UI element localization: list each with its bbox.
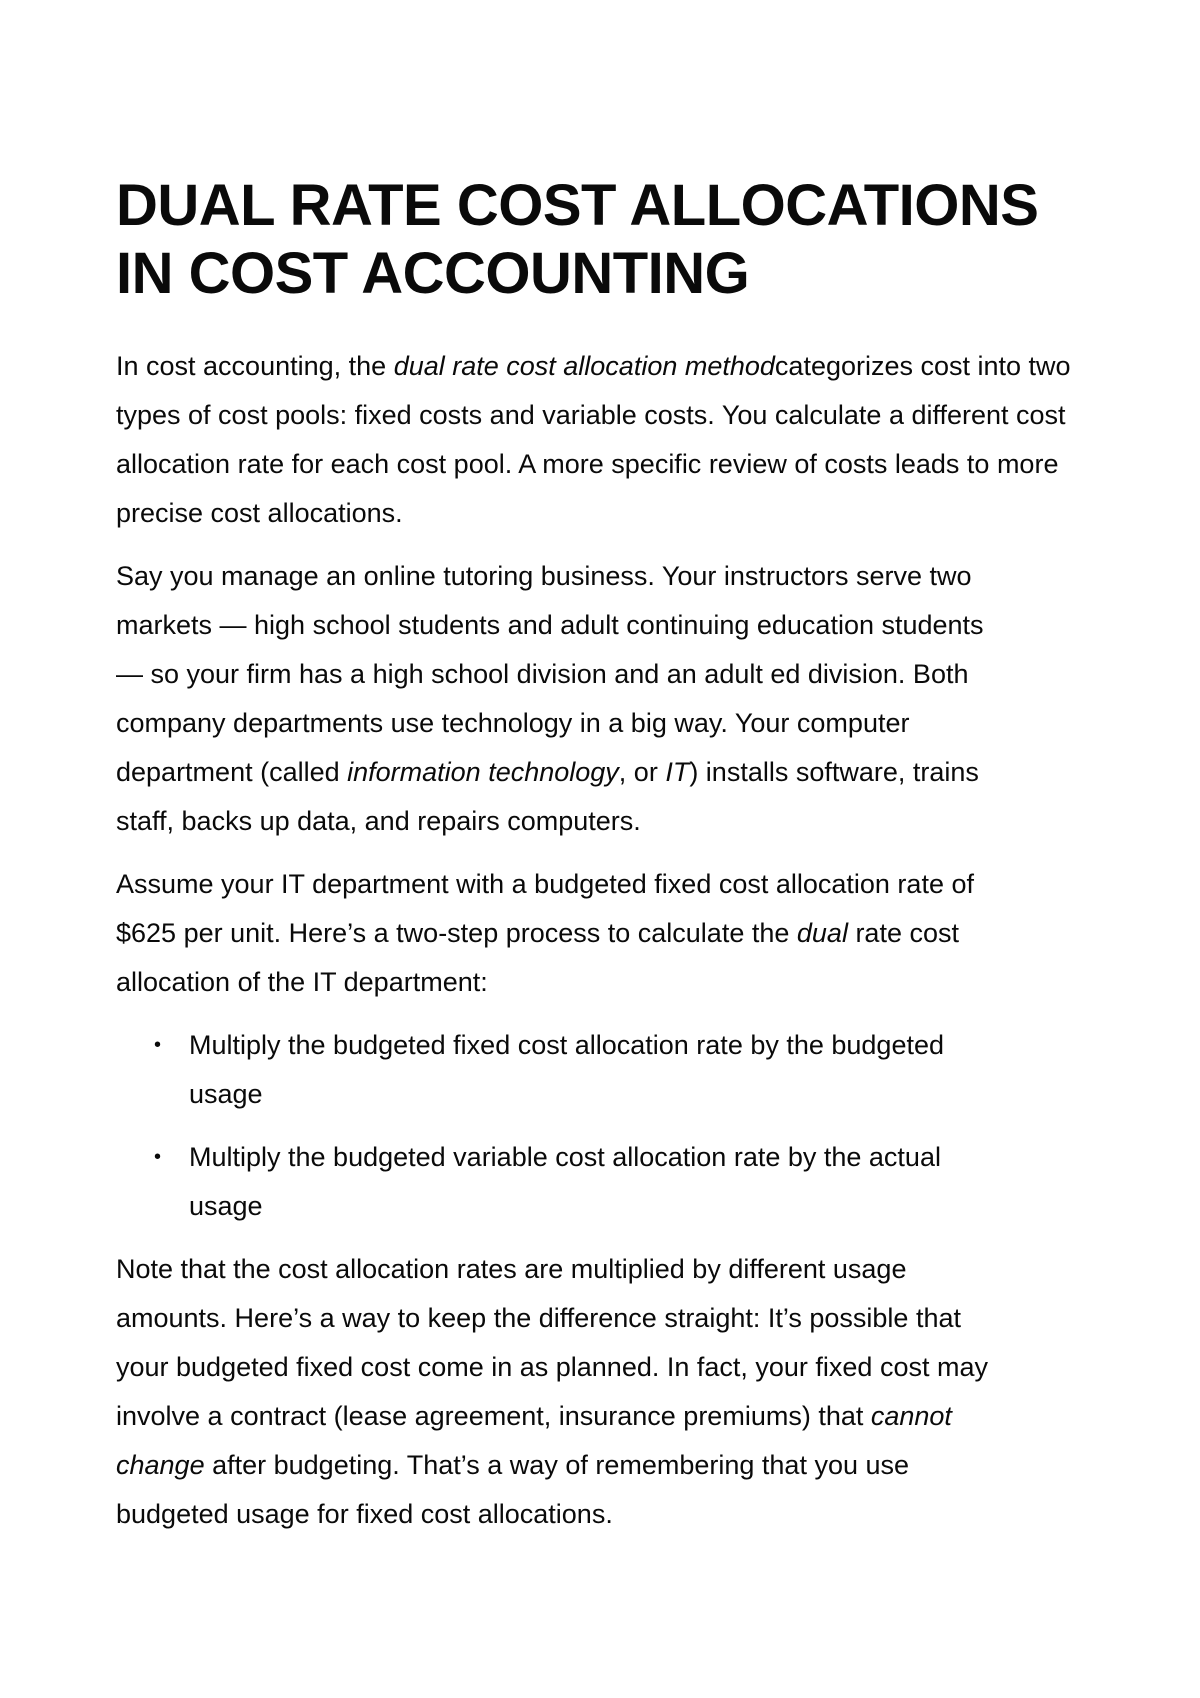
paragraph-note-text-a: Note that the cost allocation rates are multiplied by different usage amounts. Here’s a way to keep the difference straight: It’s possible that your budgeted fixed cost come in as planned. In fact, your fixed cost may involve a contract (lease agreement, insurance premiums) that	[116, 1254, 988, 1431]
steps-list	[116, 1021, 989, 1231]
paragraph-assume	[116, 860, 1016, 1007]
paragraph-intro-text-a: In cost accounting, the	[116, 351, 394, 381]
paragraph-intro	[116, 342, 1096, 538]
term-cannot-change: cannot change	[116, 1401, 952, 1480]
list-item	[154, 1021, 989, 1119]
paragraph-example-text-a: Say you manage an online tutoring business. Your instructors serve two markets — high school students and adult continuing education students — so your firm has a high school division and an adult ed division. Both company departments use technology in a big way. Your computer department (called	[116, 561, 984, 787]
page-title	[116, 172, 1116, 308]
list-item-text: Multiply the budgeted variable cost allocation rate by the actual usage	[189, 1142, 941, 1221]
paragraph-note-text-b: after budgeting. That’s a way of remembering that you use budgeted usage for fixed cost allocations.	[116, 1450, 910, 1529]
bullet-icon: •	[154, 1146, 162, 1168]
paragraph-assume-text-a: Assume your IT department with a budgeted fixed cost allocation rate of $625 per unit. Here’s a two-step process to calculate the	[116, 869, 974, 948]
title-line-2: IN COST ACCOUNTING	[116, 241, 750, 306]
term-it: IT	[665, 757, 690, 787]
paragraph-example	[116, 552, 1016, 846]
paragraph-note	[116, 1245, 1016, 1539]
paragraph-example-text-c: ) installs software, trains staff, backs up data, and repairs computers.	[116, 757, 979, 836]
list-item	[154, 1133, 989, 1231]
bullet-icon: •	[154, 1034, 162, 1056]
paragraph-example-text-b: , or	[618, 757, 666, 787]
term-dual-rate-method: dual rate cost allocation method	[393, 351, 775, 381]
term-information-technology: information technology	[347, 757, 619, 787]
list-item-text: Multiply the budgeted fixed cost allocation rate by the budgeted usage	[189, 1030, 944, 1109]
document-page	[116, 172, 1116, 1553]
paragraph-assume-text-b: rate cost allocation of the IT department:	[116, 918, 959, 997]
term-dual: dual	[796, 918, 848, 948]
paragraph-intro-text-b: categorizes cost into two types of cost pools: fixed costs and variable costs. You calculate a different cost allocation rate for each cost pool. A more specific review of costs leads to more precise cost allocations.	[116, 351, 1071, 528]
title-line-1: DUAL RATE COST ALLOCATIONS	[116, 173, 1039, 238]
